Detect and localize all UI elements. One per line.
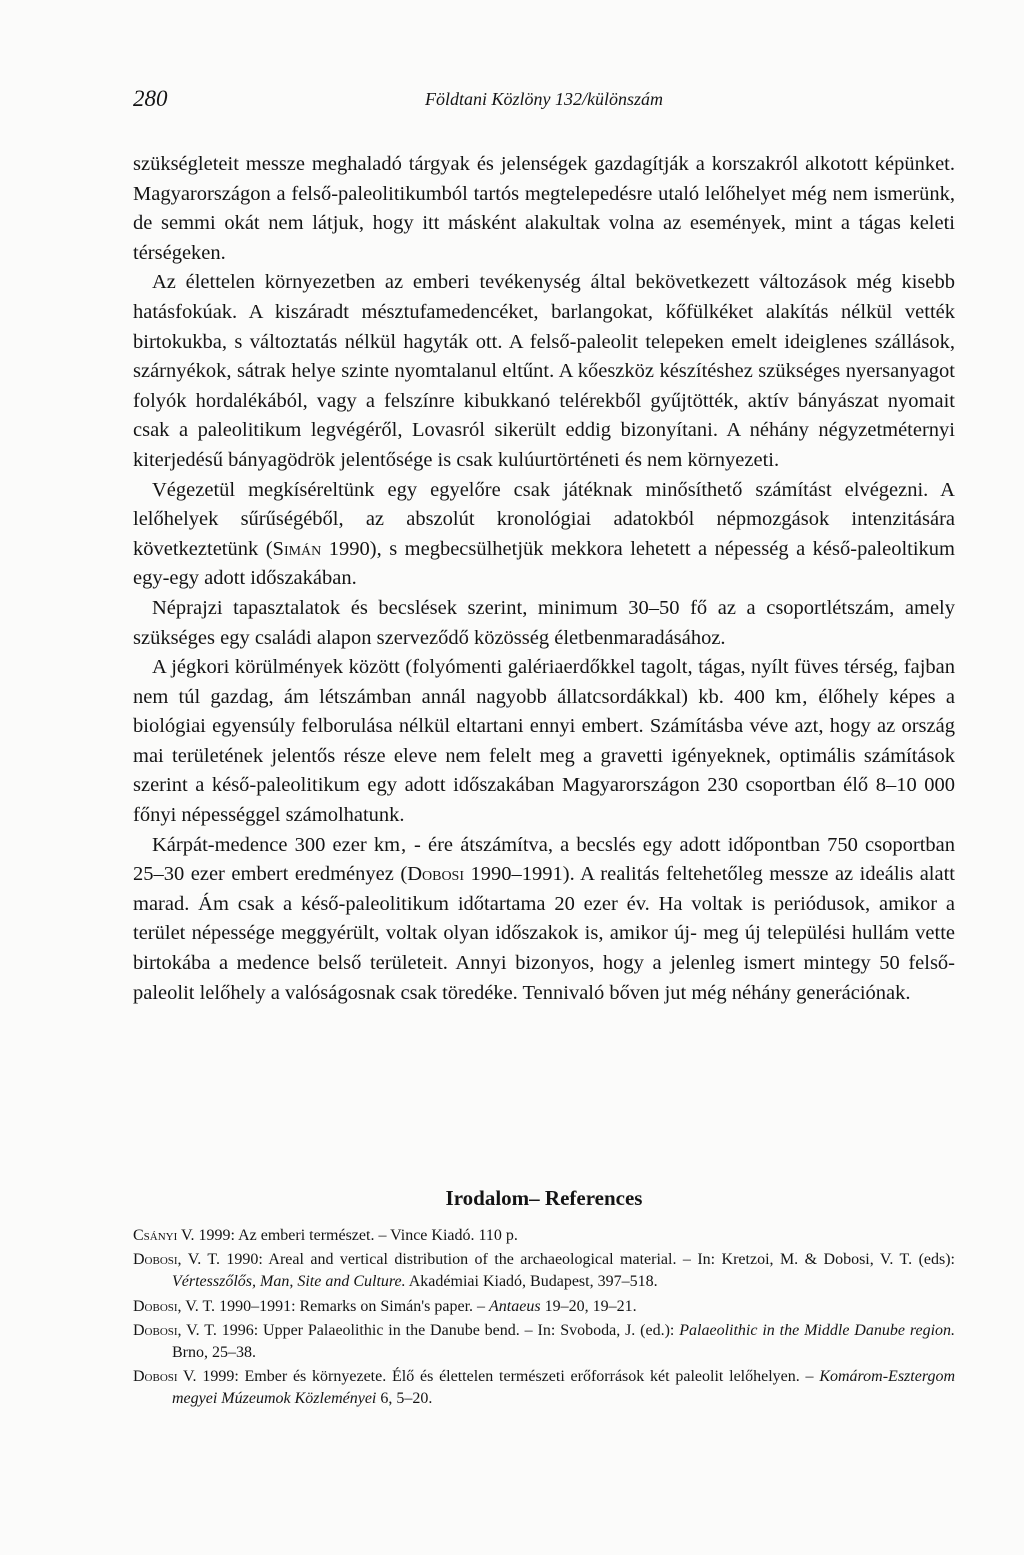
paragraph-4: Néprajzi tapasztalatok és becslések szerint, minimum 30–50 fő az a csoportlétszám, amely szükséges egy családi alapon szerveződő közösség életbenmaradásához. bbox=[133, 596, 955, 649]
reference-title: Vértesszőlős, Man, Site and Culture. bbox=[172, 1273, 406, 1291]
reference-text: 1996: Upper Palaeolithic in the Danube bend. – In: Svoboda, J. (ed.): bbox=[216, 1321, 680, 1339]
paragraph-6-text-a: Kárpát-medence 300 ezer km‚ - ére átszámítva, a becslés egy adott időpontban 750 csoportban 25–30 ezer embert eredményez ( bbox=[133, 833, 955, 886]
paragraph-6 bbox=[133, 831, 955, 1009]
reference-item bbox=[133, 1249, 955, 1293]
running-header bbox=[133, 86, 955, 116]
reference-title: Komárom-Esztergom megyei Múzeumok Közleményei bbox=[172, 1368, 956, 1408]
references-heading: Irodalom– References bbox=[445, 1186, 643, 1210]
reference-text: 1999: Az emberi természet. – Vince Kiadó. 110 p. bbox=[194, 1227, 518, 1244]
paragraph-5: A jégkori körülmények között (folyómenti galériaerdőkkel tagolt, tágas, nyílt füves térség, fajban nem túl gazdag, ám létszámban annál nagyobb állatcsordákkal) kb. 400 km‚ élőhely képes a biológiai egyensúly felborulása nélkül eltartani ennyi embert. Számításba véve azt, hogy az ország mai területének jelentős része eleve nem felelt meg a gravetti igényeknek, optimális számítások szerint a késő-paleolitikum egy adott időszakában Magyarországon 230 csoportban élő 8–10 000 főnyi népességgel számolhatunk. bbox=[133, 656, 955, 827]
references-list bbox=[133, 1225, 955, 1413]
paragraph-2: Az élettelen környezetben az emberi tevékenység által bekövetkezett változások még kisebb hatásfokúak. A kiszáradt mésztufamedencéket, barlangokat, kőfülkéket alakítás nélkül vették birtokukba, s változtatás nélkül hagyták ott. A felső-paleolit telepeken emelt ideiglenes szállások, szárnyékok, sátrak helye szinte nyomtalanul eltűnt. A kőeszköz készítéshez szükséges nyersanyagot folyók hordalékából, vagy a felszínre kibukkanó telérekből gyűjtötték, aktív bányászat nyomait csak a paleolitikum legvégéről, Lovasról sikerült eddig bizonyítani. A néhány négyzetméternyi kiterjedésű bányagödrök jelentősége is csak kulúurtörténeti és nem környezeti. bbox=[133, 271, 955, 471]
reference-text-end: 19–20, 19–21. bbox=[540, 1297, 637, 1315]
reference-item bbox=[133, 1225, 955, 1247]
reference-text-end: Brno, 25–38. bbox=[172, 1344, 256, 1362]
reference-author: Dobosi, V. T. bbox=[133, 1321, 217, 1339]
reference-text: 1990–1991: Remarks on Simán's paper. – bbox=[215, 1297, 490, 1315]
citation-siman: Simán bbox=[272, 537, 322, 560]
body-text bbox=[133, 150, 955, 1008]
reference-text-end: 6, 5–20. bbox=[376, 1390, 433, 1408]
reference-author: Dobosi, V. T. bbox=[133, 1297, 216, 1315]
reference-text: 1990: Areal and vertical distribution of the archaeological material. – In: Kretzoi, M. & Dobosi, V. T. (eds): bbox=[219, 1251, 955, 1269]
citation-dobosi: Dobosi bbox=[407, 863, 464, 886]
reference-item bbox=[133, 1320, 955, 1364]
paragraph-3-text-b: 1990), s megbecsülhetjük mekkora lehetett a népesség a késő-paleoltikum egy-egy adott időszakában. bbox=[133, 537, 955, 590]
journal-title: Földtani Közlöny 132/különszám bbox=[425, 89, 663, 109]
reference-author: Dobosi, V. T. bbox=[133, 1251, 220, 1269]
paragraph-1: szükségleteit messze meghaladó tárgyak és jelenségek gazdagítják a korszakról alkotott képünket. Magyarországon a felső-paleolitikumból tartós megtelepedésre utaló lelőhelyet még nem ismerünk, de semmi okát nem látjuk, hogy itt másként alakultak volna az események, mint a tágas keleti térségeken. bbox=[133, 153, 955, 264]
reference-text: 1999: Ember és környezete. Élő és élettelen természeti erőforrások két paleolit lelőhelyen. – bbox=[196, 1368, 820, 1386]
reference-author: Dobosi V. bbox=[133, 1368, 197, 1386]
reference-item bbox=[133, 1296, 955, 1318]
reference-item bbox=[133, 1366, 955, 1410]
reference-text-end: Akadémiai Kiadó, Budapest, 397–518. bbox=[405, 1273, 658, 1291]
paragraph-3-text-a: Végezetül megkíséreltünk egy egyelőre csak játéknak minősíthető számítást elvégezni. A lelőhelyek sűrűségéből, az abszolút kronológiai adatokból népmozgások intenzitására következtetünk ( bbox=[133, 478, 955, 560]
reference-title: Palaeolithic in the Middle Danube region. bbox=[679, 1321, 956, 1339]
reference-author: Csányi V. bbox=[133, 1227, 195, 1244]
paragraph-3 bbox=[133, 476, 955, 594]
paragraph-6-text-b: 1990–1991). A realitás feltehetőleg messze az ideális alatt marad. Ám csak a késő-paleolitikum időtartama 20 ezer év. Ha voltak is periódusok, amikor a terület népessége meggyérült, voltak olyan időszakok is, amikor új- meg új települési hullám vette birtokába a medence belső területeit. Annyi bizonyos, hogy a jelenleg ismert mintegy 50 felső-paleolit lelőhely a valóságosnak csak töredéke. Tennivaló bőven jut még néhány generációnak. bbox=[133, 863, 955, 1004]
page-number: 280 bbox=[133, 86, 168, 111]
reference-title: Antaeus bbox=[489, 1297, 541, 1315]
